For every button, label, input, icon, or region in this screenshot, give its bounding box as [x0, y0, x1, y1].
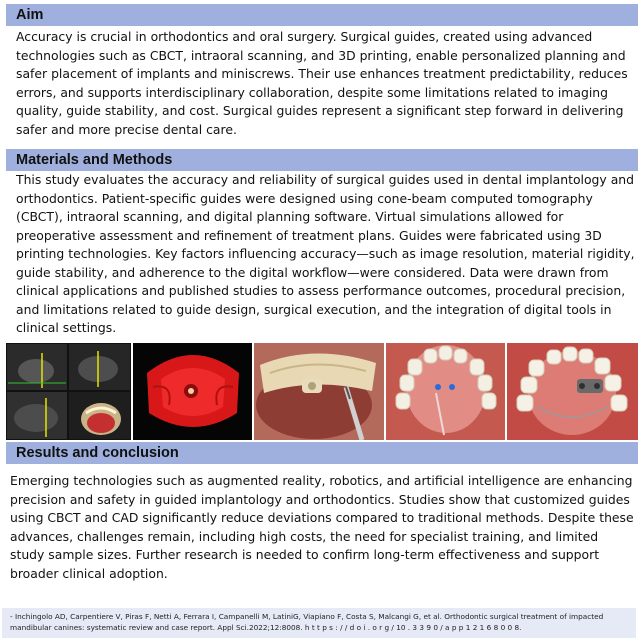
reference-text: - Inchingolo AD, Carpentiere V, Piras F, Netti A, Ferrara I, Campanelli M, LatiniG, Viapiano F, Costa S, Malcangi G, et al. Orthodontic surgical treatment of impacted mandibular canines: systematic review and case report. Appl Sci.2022;12:8008. h t t p s : / / d o i . o r g / 10 . 3 3 9 0 / a p p 1 2 1 6 8 0 0 8.	[10, 612, 604, 632]
orthodontic-appliance-image	[507, 343, 638, 440]
methods-heading: Materials and Methods	[6, 149, 638, 171]
aim-text: Accuracy is crucial in orthodontics and oral surgery. Surgical guides, created using advanced technologies such as CBCT, intraoral scanning, and 3D printing, enable personalized planning and safer placement of implants and miniscrews. Their use enhances treatment predictability, reduces errors, and supports interdisciplinary collaboration, despite some limitations related to imaging quality, guide stability, and cost. Surgical guides represent a significant step forward in delivering safer and more precise dental care.	[16, 29, 628, 137]
results-text: Emerging technologies such as augmented reality, robotics, and artificial intelligence are enhancing precision and safety in guided implantology and orthodontics. Studies show that customized guides using CBCT and CAD significantly reduce deviations compared to traditional methods. Despite these advances, challenges remain, including high costs, the need for specialist training, and limited study sample sizes. Further research is needed to confirm long-term effectiveness and support broader clinical adoption.	[10, 473, 634, 581]
aim-heading: Aim	[6, 4, 638, 26]
printed-guide-intraoral-image	[254, 343, 384, 440]
cbct-scan-image	[6, 343, 131, 440]
miniscrew-placement-image	[386, 343, 506, 440]
reference-box	[2, 608, 636, 638]
clinical-image-strip	[6, 343, 638, 440]
3d-guide-render-image	[133, 343, 253, 440]
results-heading: Results and conclusion	[6, 442, 638, 464]
methods-text: This study evaluates the accuracy and reliability of surgical guides used in dental implantology and orthodontics. Patient-specific guides were designed using cone-beam computed tomography (CBCT), intraoral scanning, and digital planning software. Virtual simulations allowed for preoperative assessment and refinement of treatment plans. Guides were fabricated using 3D printing technologies. Key factors influencing accuracy—such as image resolution, material rigidity, guide stability, and adherence to the digital workflow—were considered. Data were drawn from clinical applications and published studies to assess performance outcomes, procedural precision, and limitations related to guide design, surgical execution, and the integration of digital tools in clinical settings.	[16, 172, 635, 335]
